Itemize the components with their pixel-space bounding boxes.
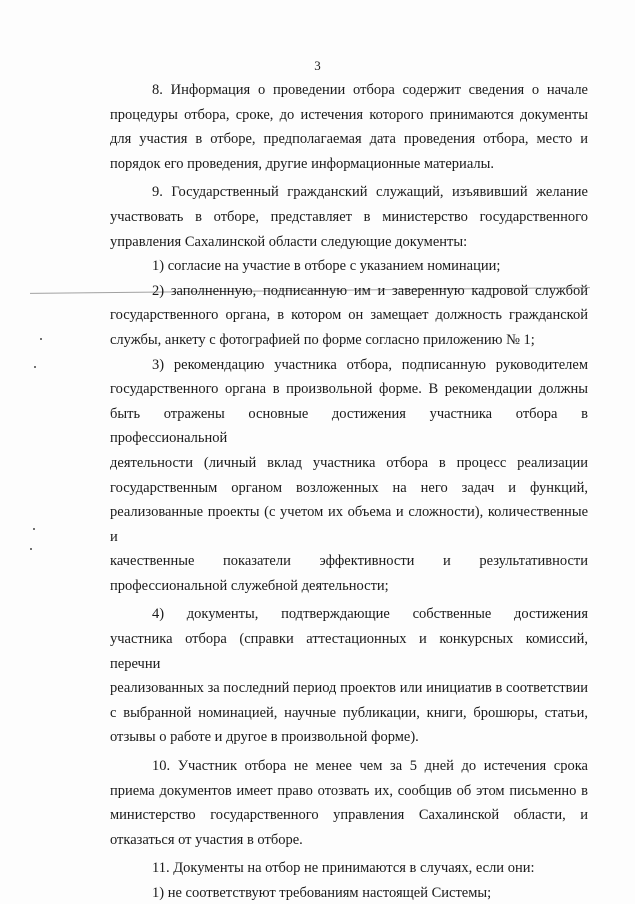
text-line: реализованные проекты (с учетом их объема и сложности), количественные и: [110, 504, 588, 545]
text-line: качественные показатели эффективности и результативности: [110, 553, 588, 570]
text-line: отзывы о работе и другое в произвольной форме).: [110, 729, 419, 746]
text-line: 10. Участник отбора не менее чем за 5 дней до истечения срока: [152, 758, 588, 775]
text-line: 1) не соответствуют требованиям настоящей Системы;: [152, 885, 492, 901]
text-line: профессиональной служебной деятельности;: [110, 577, 389, 594]
text-line: реализованных за последний период проектов или инициатив в соответствии: [110, 680, 588, 697]
text-line: государственного органа, в котором он замещает должность гражданской: [110, 307, 588, 324]
text-line: 3) рекомендацию участника отбора, подписанную руководителем: [152, 356, 588, 373]
scan-speck: [40, 338, 42, 340]
text-line: отказаться от участия в отборе.: [110, 831, 303, 848]
scan-speck: [34, 366, 36, 368]
text-line: государственным органом возложенных на него задач и функций,: [110, 479, 588, 496]
text-line: с выбранной номинацией, научные публикации, книги, брошюры, статьи,: [110, 704, 588, 721]
text-line: 4) документы, подтверждающие собственные достижения: [152, 606, 588, 623]
text-line: управления Сахалинской области следующие документы:: [110, 233, 468, 250]
text-line: участвовать в отборе, представляет в министерство государственного: [110, 208, 588, 225]
text-line: для участия в отборе, предполагаемая дата проведения отбора, место и: [110, 131, 588, 148]
text-line: службы, анкету с фотографией по форме согласно приложению № 1;: [110, 331, 535, 348]
document-body: [110, 78, 588, 906]
scan-speck: [30, 548, 32, 550]
text-line: быть отражены основные достижения участника отбора в профессиональной: [110, 405, 588, 447]
text-line: государственного органа в произвольной форме. В рекомендации должны: [110, 381, 588, 398]
text-line: 11. Документы на отбор не принимаются в случаях, если они:: [152, 860, 535, 877]
text-line: процедуры отбора, сроке, до истечения которого принимаются документы: [110, 106, 588, 123]
text-line: министерство государственного управления Сахалинской области, и: [110, 807, 588, 824]
text-line: приема документов имеет право отозвать их, сообщив об этом письменно в: [110, 782, 588, 799]
text-line: деятельности (личный вклад участника отбора в процесс реализации: [110, 454, 588, 471]
text-line: 1) согласие на участие в отборе с указанием номинации;: [152, 258, 501, 275]
text-line: 2) заполненную, подписанную им и заверенную кадровой службой: [152, 282, 588, 299]
scan-speck: [33, 528, 35, 530]
text-line: порядок его проведения, другие информационные материалы.: [110, 155, 494, 172]
text-line: 9. Государственный гражданский служащий, изъявивший желание: [152, 184, 588, 201]
text-line: 8. Информация о проведении отбора содержит сведения о начале: [152, 82, 588, 98]
page-number: 3: [314, 58, 321, 73]
text-line: участника отбора (справки аттестационных и конкурсных комиссий, перечни: [110, 631, 588, 672]
